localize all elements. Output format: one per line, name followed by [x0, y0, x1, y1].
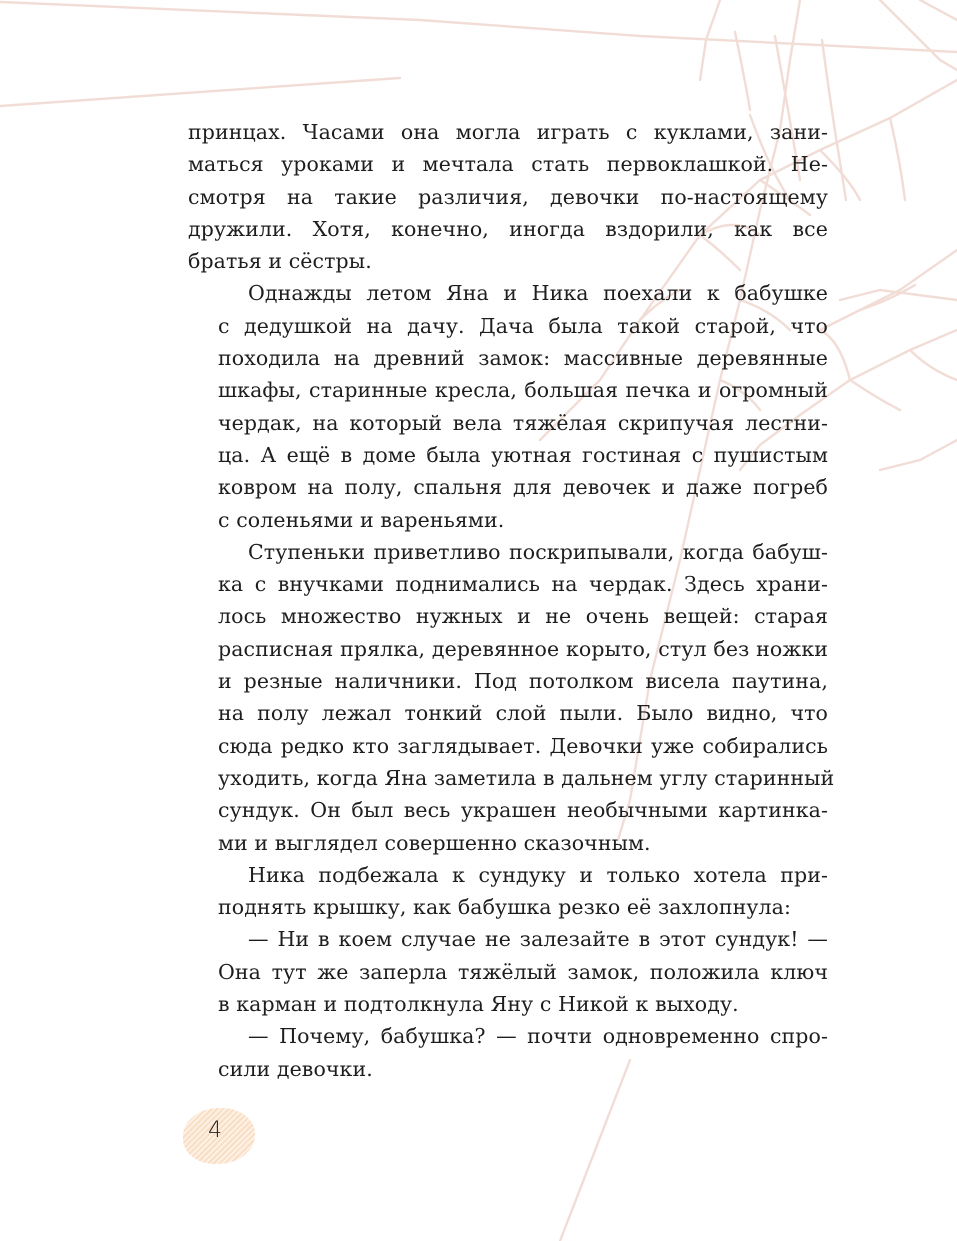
text-line: братья и сёстры.	[188, 249, 372, 274]
text-line: лось множество нужных и не очень вещей: старая	[218, 604, 828, 629]
paragraph	[188, 116, 828, 277]
text-line: смотря на такие различия, девочки по-настоящему	[188, 184, 828, 209]
text-line: сюда редко кто заглядывает. Девочки уже собирались	[218, 733, 828, 758]
dialogue-paragraph	[188, 923, 828, 1020]
text-line: расписная прялка, деревянное корыто, стул без ножки	[218, 636, 828, 661]
text-line: сили девочки.	[218, 1056, 373, 1081]
text-line: Однажды летом Яна и Ника поехали к бабушке	[248, 281, 828, 306]
text-line: ца. А ещё в доме была уютная гостиная с пушистым	[218, 442, 828, 467]
text-line: ка с внучками поднимались на чердак. Здесь храни-	[218, 572, 828, 597]
text-line: с соленьями и вареньями.	[218, 507, 505, 532]
text-line: поднять крышку, как бабушка резко её захлопнула:	[218, 895, 791, 920]
text-line: Ника подбежала к сундуку и только хотела при-	[248, 862, 828, 887]
text-line: принцах. Часами она могла играть с куклами, зани-	[188, 120, 828, 144]
dialogue-paragraph	[188, 1020, 828, 1085]
text-line: ми и выглядел совершенно сказочным.	[218, 830, 651, 855]
text-line: Ступеньки приветливо поскрипывали, когда бабуш-	[248, 539, 828, 564]
text-line: — Почему, бабушка? — почти одновременно спро-	[248, 1024, 828, 1049]
text-line: Она тут же заперла тяжёлый замок, положила ключ	[218, 959, 828, 984]
body-text	[188, 116, 835, 1085]
text-line: ковром на полу, спальня для девочек и даже погреб	[218, 475, 828, 500]
page-number: 4	[208, 1118, 222, 1143]
paragraph	[188, 859, 828, 924]
text-line: чердак, на который вела тяжёлая скрипучая лестни-	[218, 410, 828, 435]
text-line: с дедушкой на дачу. Дача была такой старой, что	[218, 313, 828, 338]
paragraph	[188, 277, 828, 535]
text-line: шкафы, старинные кресла, большая печка и огромный	[218, 378, 828, 403]
page-number-badge	[183, 1108, 255, 1164]
text-line: в карман и подтолкнула Яну с Никой к выходу.	[218, 992, 739, 1017]
text-line: походила на древний замок: массивные деревянные	[218, 346, 828, 371]
text-line: сундук. Он был весь украшен необычными картинка-	[218, 798, 828, 823]
text-line: — Ни в коем случае не залезайте в этот сундук! —	[248, 927, 828, 952]
text-line: дружили. Хотя, конечно, иногда вздорили, как все	[188, 216, 828, 241]
paragraph	[188, 536, 835, 859]
text-line: маться уроками и мечтала стать первоклашкой. Не-	[188, 152, 828, 177]
text-line: на полу лежал тонкий слой пыли. Было видно, что	[218, 701, 828, 726]
text-line: и резные наличники. Под потолком висела паутина,	[218, 669, 828, 694]
text-line: уходить, когда Яна заметила в дальнем углу старинный	[218, 765, 835, 790]
